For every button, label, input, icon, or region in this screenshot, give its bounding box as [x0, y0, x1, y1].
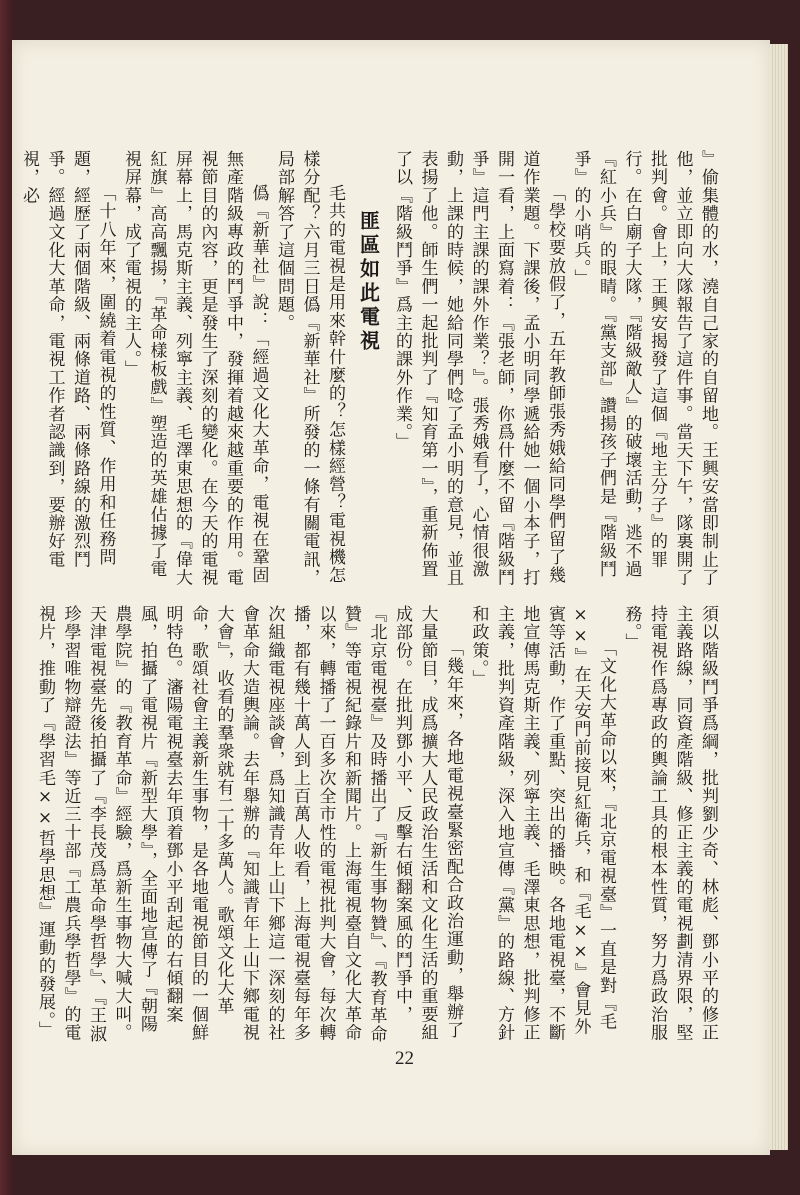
paragraph: 「十八年來，圍繞着電視的性質、作用和任務問題，經歷了兩個階級、兩條道路、兩條路線的激烈鬥爭。經過文化大革命，電視工作者認識到，要辦好電視，必: [19, 150, 116, 569]
paragraph: 僞『新華社』說：「經過文化大革命，電視在鞏固無產階級專政的鬥爭中，發揮着越來越重要的作用。電視節目的內容，更是發生了深刻的變化。在今天的電視屏幕上，馬克斯主義、列寧主義、毛澤東思想的『偉大紅旗』高高飄揚，『革命樣板戲』塑造的英雄佔據了電視屏幕，成了電視的主人。」: [121, 150, 269, 587]
paragraph: 毛共的電視是用來幹什麼的？怎樣經營？電視機怎樣分配？六月三日僞『新華社』所發的一條有關電訊，局部解答了這個問題。: [274, 150, 345, 587]
paragraph: 「幾年來，各地電視臺緊密配合政治運動，舉辦了大量節目，成爲擴大人民政治生活和文化生活的重要組成部份。在批判鄧小平、反擊右傾翻案風的鬥爭中，『北京電視臺』及時播出了『新生事物贊』、『教育革命贊』等電視紀錄片和新聞片。上海電視臺自文化大革命以來，轉播了一百多次全市性的電視批判大會，每次轉播，都有幾十萬人到上百萬人收看，上海電視臺每年多次組織電視座談會，爲知識青年上山下鄉這一深刻的社會革命大造輿論。去年舉辦的『知識青年上山下鄉電視大會』，收看的羣衆就有二十多萬人。歌頌文化大革命，歌頌社會主義新生事物，是各地電視節目的一個鮮明特色。瀋陽電視臺去年頂着鄧小平刮起的右傾翻案風，拍攝了電視片『新型大學』，全面地宣傳了『朝陽農學院』的『教育革命』經驗，爲新生事物大喊大叫。天津電視臺先後拍攝了『李長茂爲革命學哲學』、『王淑珍學習唯物辯證法』等近三十部『工農兵學哲學』的電視片，推動了『學習毛××哲學思想』運動的發展。」: [35, 605, 463, 1043]
page-number: 22: [395, 1048, 414, 1069]
paragraph: 「文化大革命以來，『北京電視臺』一直是對『毛××』在天安門前接見紅衛兵，和『毛××』會見外賓等活動，作了重點、突出的播映。各地電視臺，不斷地宣傳馬克斯主義、列寧主義、毛澤東思想，批判修正主義，批判資產階級，深入地宣傳『黨』的路線、方針和政策。」: [468, 605, 616, 1042]
paragraph: 「學校要放假了，五年教師張秀娥給同學們留了幾道作業題。下課後，孟小明同學遞給她一個小本子，打開一看，上面寫着：『張老師，你爲什麼不留『階級鬥爭』這門主課的課外作業？』。張秀娥看了，心情很激動，上課的時候，她給同學們唸了孟小明的意見，並且表揚了他。師生們一起批判了『知育第一』，重新佈置了以『階級鬥爭』爲主的課外作業。」: [392, 150, 565, 587]
page-stack-edge: [770, 44, 788, 1150]
paragraph: 』偷集體的水，澆自己家的自留地。王興安當即制止了他，並立即向大隊報告了這件事。當天下午，隊裏開了批判會。會上，王興安揭發了這個『地主分子』的罪行。在白廟子大隊，『階級敵人』的破壞活動，逃不過『紅小兵』的眼睛。『黨支部』讚揚孩子們是『階級鬥爭』的小哨兵。」: [570, 150, 718, 587]
top-text-block: [19, 150, 720, 590]
article-heading: 匪區如此電視: [356, 210, 381, 354]
bottom-text-block: [35, 605, 720, 1045]
paragraph: 須以階級鬥爭爲綱，批判劉少奇、林彪、鄧小平的修正主義路線，同資產階級、修正主義的電視劃清界限，堅持電視作爲專政的輿論工具的根本性質，努力爲政治服務。」: [621, 605, 718, 1042]
